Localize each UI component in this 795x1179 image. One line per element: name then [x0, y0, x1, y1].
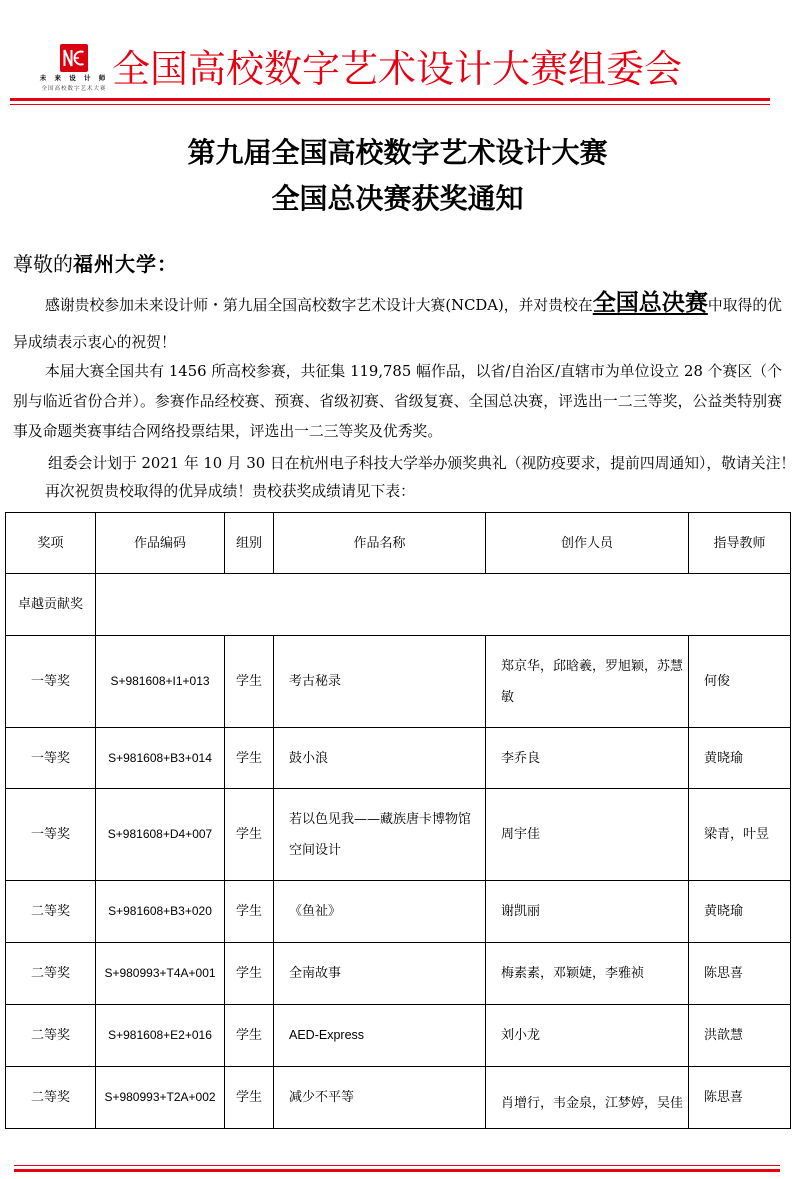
cell-code: S+981608+D4+007 — [96, 789, 225, 881]
header-award: 奖项 — [6, 513, 96, 574]
header-rule-thick — [10, 98, 770, 101]
cell-advisor: 何俊 — [689, 636, 791, 728]
paragraph-thanks-before: 感谢贵校参加未来设计师・第九届全国高校数字艺术设计大赛(NCDA)，并对贵校在 — [45, 297, 593, 314]
cell-advisor: 梁青，叶昱 — [689, 789, 791, 881]
cell-code: S+980993+T4A+001 — [96, 943, 225, 1005]
cell-award: 二等奖 — [6, 1005, 96, 1067]
cell-title: 全南故事 — [274, 943, 486, 1005]
ncda-logo-icon — [60, 44, 88, 72]
cell-creators: 郑京华，邱晗羲，罗旭颖，苏慧敏 — [486, 636, 689, 728]
organizer-logo — [38, 42, 110, 96]
paragraph-thanks-after: 中取得的优异成绩表示衷心的祝贺！ — [13, 297, 782, 351]
cell-empty-merged — [96, 574, 791, 636]
paragraph-competition-stats: 本届大赛全国共有 1456 所高校参赛，共征集 119,785 幅作品，以省/自治区/直辖市为单位设立 28 个赛区（个别与临近省份合并）。参赛作品经校赛、预赛、省级初赛、省级复赛、全国总决赛，评选出一二三等奖，公益类特别赛事及命题类赛事结合网络投票结果，评选出一二三等奖及优秀奖。 — [13, 363, 782, 440]
header-group: 组别 — [225, 513, 274, 574]
header-code: 作品编码 — [96, 513, 225, 574]
cell-group: 学生 — [225, 943, 274, 1005]
emphasis-final-round: 全国总决赛 — [592, 290, 708, 316]
header-title: 作品名称 — [274, 513, 486, 574]
cell-title: 《鱼祉》 — [274, 881, 486, 943]
footer-rule-thick — [14, 1169, 780, 1172]
salutation — [13, 251, 178, 277]
cell-creators: 谢凯丽 — [486, 881, 689, 943]
cell-creators: 周宇佳 — [486, 789, 689, 881]
cell-advisor: 黄晓瑜 — [689, 728, 791, 789]
cell-group: 学生 — [225, 1067, 274, 1129]
cell-creators: 肖增行，韦金泉，江梦婷，吴佳 — [486, 1067, 689, 1129]
table-row-special-award — [6, 574, 791, 636]
cell-advisor: 陈思喜 — [689, 1067, 791, 1129]
table-row — [6, 1005, 791, 1067]
paragraph-thanks — [13, 285, 782, 361]
table-row — [6, 943, 791, 1005]
cell-award: 一等奖 — [6, 636, 96, 728]
cell-award: 二等奖 — [6, 943, 96, 1005]
cell-award: 一等奖 — [6, 789, 96, 881]
table-row — [6, 789, 791, 881]
table-header-row — [6, 513, 791, 574]
cell-group: 学生 — [225, 728, 274, 789]
cell-title: 鼓小浪 — [274, 728, 486, 789]
salutation-recipient: 福州大学： — [73, 252, 178, 276]
cell-group: 学生 — [225, 636, 274, 728]
table-row — [6, 881, 791, 943]
logo-text-line2: 全国高校数字艺术大赛 — [41, 86, 107, 92]
cell-code: S+981608+B3+020 — [96, 881, 225, 943]
paragraph-ceremony: 组委会计划于 2021 年 10 月 30 日在杭州电子科技大学举办颁奖典礼（视防疫要求，提前四周通知），敬请关注！ — [48, 455, 795, 472]
cell-creators: 刘小龙 — [486, 1005, 689, 1067]
cell-code: S+981608+I1+013 — [96, 636, 225, 728]
cell-award: 二等奖 — [6, 1067, 96, 1129]
header-creators: 创作人员 — [486, 513, 689, 574]
table-row — [6, 728, 791, 789]
cell-award: 卓越贡献奖 — [6, 574, 96, 636]
cell-code: S+981608+B3+014 — [96, 728, 225, 789]
paragraph-results-intro: 再次祝贺贵校取得的优异成绩！贵校获奖成绩请见下表： — [45, 483, 415, 500]
footer-rule-thin — [14, 1165, 780, 1166]
cell-title: 考古秘录 — [274, 636, 486, 728]
document-title-line2: 全国总决赛获奖通知 — [271, 182, 524, 215]
cell-award: 二等奖 — [6, 881, 96, 943]
header-advisor: 指导教师 — [689, 513, 791, 574]
cell-group: 学生 — [225, 789, 274, 881]
cell-code: S+980993+T2A+002 — [96, 1067, 225, 1129]
cell-creators: 梅素素，邓颖婕，李雅祯 — [486, 943, 689, 1005]
cell-title: 若以色见我——藏族唐卡博物馆空间设计 — [274, 789, 486, 881]
awards-table — [5, 512, 791, 1129]
cell-creators: 李乔良 — [486, 728, 689, 789]
cell-advisor: 黄晓瑜 — [689, 881, 791, 943]
cell-award: 一等奖 — [6, 728, 96, 789]
cell-code: S+981608+E2+016 — [96, 1005, 225, 1067]
cell-advisor: 陈思喜 — [689, 943, 791, 1005]
cell-title: AED-Express — [274, 1005, 486, 1067]
cell-group: 学生 — [225, 881, 274, 943]
cell-advisor: 洪歆慧 — [689, 1005, 791, 1067]
header-rule-thin — [10, 104, 770, 105]
organizer-title: 全国高校数字艺术设计大赛组委会 — [112, 47, 683, 91]
document-title-line1: 第九届全国高校数字艺术设计大赛 — [187, 136, 608, 169]
cell-group: 学生 — [225, 1005, 274, 1067]
table-row — [6, 636, 791, 728]
logo-text-line1: 未 来 设 计 师 — [39, 74, 109, 82]
table-row — [6, 1067, 791, 1129]
salutation-prefix: 尊敬的 — [13, 252, 73, 276]
cell-title: 减少不平等 — [274, 1067, 486, 1129]
